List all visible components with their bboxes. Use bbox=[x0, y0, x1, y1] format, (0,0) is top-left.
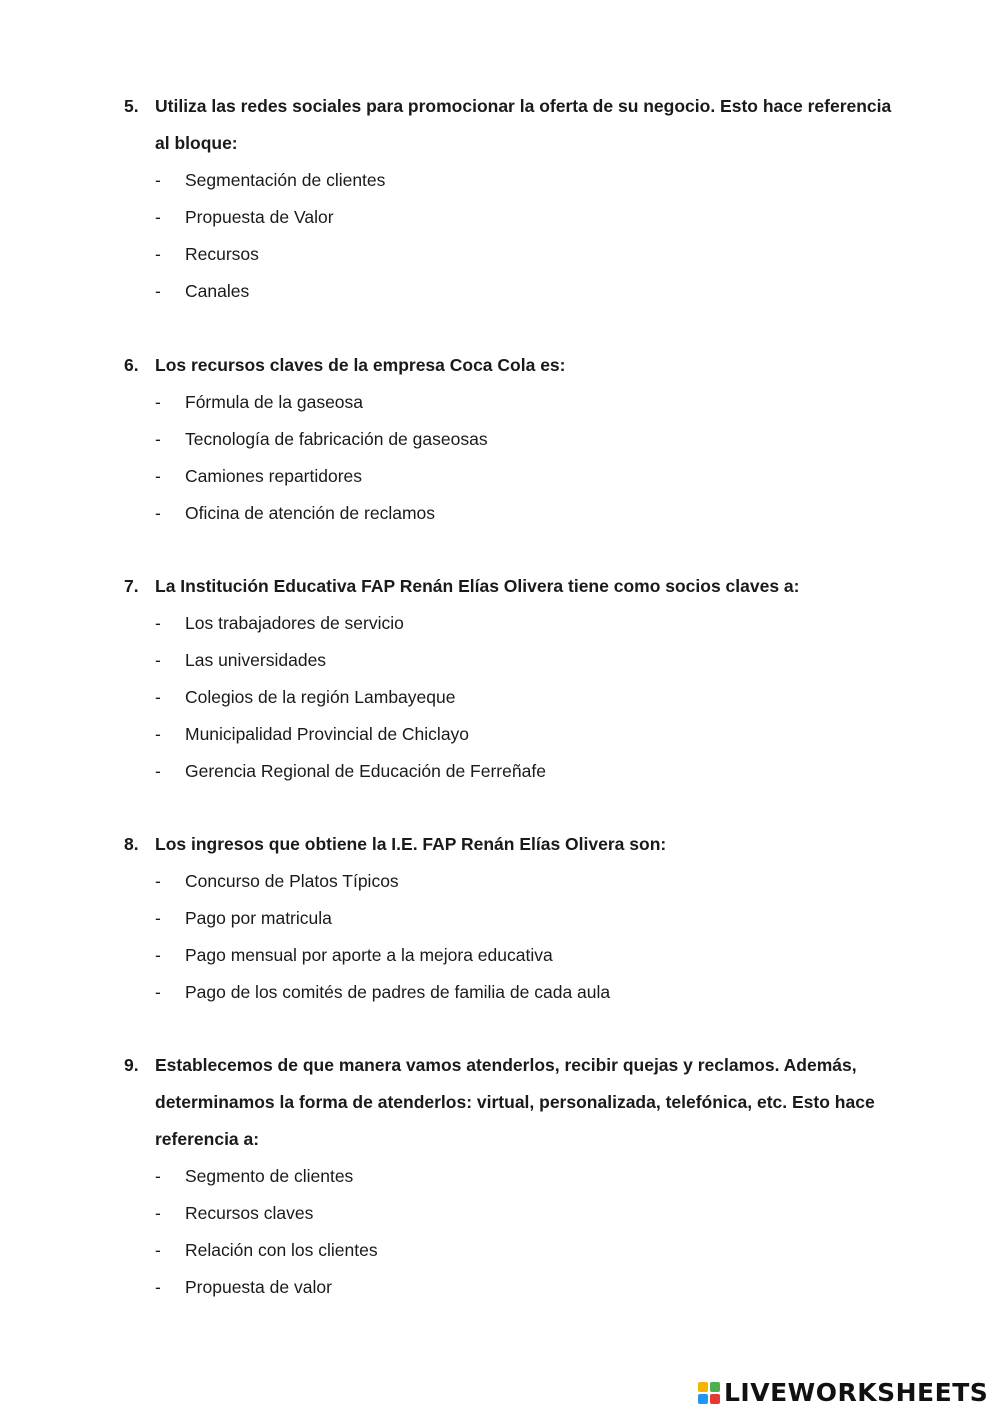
dash-bullet: - bbox=[155, 1240, 161, 1260]
dash-bullet: - bbox=[155, 650, 161, 670]
dash-bullet: - bbox=[155, 982, 161, 1002]
dash-bullet: - bbox=[155, 429, 161, 449]
option-item[interactable] bbox=[155, 162, 904, 199]
logo-tile bbox=[698, 1382, 708, 1392]
option-label: Los trabajadores de servicio bbox=[185, 613, 404, 633]
brand-name: LIVEWORKSHEETS bbox=[724, 1378, 989, 1407]
dash-bullet: - bbox=[155, 503, 161, 523]
option-item[interactable] bbox=[155, 1269, 904, 1306]
option-label: Oficina de atención de reclamos bbox=[185, 503, 435, 523]
option-item[interactable] bbox=[155, 974, 904, 1011]
option-item[interactable] bbox=[155, 236, 904, 273]
liveworksheets-brand[interactable] bbox=[698, 1380, 988, 1406]
dash-bullet: - bbox=[155, 724, 161, 744]
liveworksheets-logo-icon bbox=[698, 1382, 720, 1404]
option-item[interactable] bbox=[155, 384, 904, 421]
option-item[interactable] bbox=[155, 605, 904, 642]
logo-tile bbox=[698, 1394, 708, 1404]
option-item[interactable] bbox=[155, 458, 904, 495]
dash-bullet: - bbox=[155, 466, 161, 486]
question-number: 8. bbox=[124, 834, 139, 854]
option-item[interactable] bbox=[155, 199, 904, 236]
dash-bullet: - bbox=[155, 281, 161, 301]
question-header bbox=[124, 826, 904, 863]
option-label: Camiones repartidores bbox=[185, 466, 363, 486]
dash-bullet: - bbox=[155, 170, 161, 190]
option-label: Gerencia Regional de Educación de Ferreñafe bbox=[185, 761, 546, 781]
option-label: Segmentación de clientes bbox=[185, 170, 386, 190]
option-item[interactable] bbox=[155, 937, 904, 974]
question-number: 5. bbox=[124, 96, 139, 116]
option-item[interactable] bbox=[155, 1195, 904, 1232]
question-6 bbox=[124, 347, 904, 532]
question-text: Establecemos de que manera vamos atenderlos, recibir quejas y reclamos. Además, determinamos la forma de atenderlos: virtual, personalizada, telefónica, etc. Esto hace referencia a: bbox=[155, 1055, 875, 1149]
question-9 bbox=[124, 1047, 904, 1306]
option-item[interactable] bbox=[155, 753, 904, 790]
option-label: Municipalidad Provincial de Chiclayo bbox=[185, 724, 470, 744]
option-item[interactable] bbox=[155, 1158, 904, 1195]
option-label: Recursos bbox=[185, 244, 259, 264]
dash-bullet: - bbox=[155, 207, 161, 227]
dash-bullet: - bbox=[155, 244, 161, 264]
option-item[interactable] bbox=[155, 495, 904, 532]
question-text: Utiliza las redes sociales para promocionar la oferta de su negocio. Esto hace referencia al bloque: bbox=[155, 96, 892, 153]
option-item[interactable] bbox=[155, 716, 904, 753]
logo-tile bbox=[710, 1394, 720, 1404]
dash-bullet: - bbox=[155, 761, 161, 781]
option-label: Pago de los comités de padres de familia de cada aula bbox=[185, 982, 611, 1002]
option-label: Colegios de la región Lambayeque bbox=[185, 687, 456, 707]
option-item[interactable] bbox=[155, 642, 904, 679]
dash-bullet: - bbox=[155, 871, 161, 891]
option-label: Relación con los clientes bbox=[185, 1240, 378, 1260]
option-item[interactable] bbox=[155, 1232, 904, 1269]
dash-bullet: - bbox=[155, 908, 161, 928]
question-text: Los ingresos que obtiene la I.E. FAP Renán Elías Olivera son: bbox=[155, 834, 667, 854]
question-7 bbox=[124, 568, 904, 790]
question-text: La Institución Educativa FAP Renán Elías Olivera tiene como socios claves a: bbox=[155, 576, 800, 596]
question-header bbox=[124, 347, 904, 384]
question-header bbox=[124, 568, 904, 605]
option-label: Tecnología de fabricación de gaseosas bbox=[185, 429, 488, 449]
dash-bullet: - bbox=[155, 1166, 161, 1186]
dash-bullet: - bbox=[155, 392, 161, 412]
question-text: Los recursos claves de la empresa Coca Cola es: bbox=[155, 355, 566, 375]
option-label: Propuesta de valor bbox=[185, 1277, 332, 1297]
question-number: 9. bbox=[124, 1055, 139, 1075]
question-number: 7. bbox=[124, 576, 139, 596]
option-item[interactable] bbox=[155, 421, 904, 458]
option-label: Fórmula de la gaseosa bbox=[185, 392, 364, 412]
option-item[interactable] bbox=[155, 273, 904, 310]
option-label: Pago mensual por aporte a la mejora educativa bbox=[185, 945, 553, 965]
dash-bullet: - bbox=[155, 945, 161, 965]
option-label: Pago por matricula bbox=[185, 908, 332, 928]
option-label: Recursos claves bbox=[185, 1203, 314, 1223]
option-item[interactable] bbox=[155, 863, 904, 900]
option-item[interactable] bbox=[155, 900, 904, 937]
question-header bbox=[124, 1047, 904, 1158]
option-label: Concurso de Platos Típicos bbox=[185, 871, 399, 891]
dash-bullet: - bbox=[155, 1203, 161, 1223]
dash-bullet: - bbox=[155, 687, 161, 707]
logo-tile bbox=[710, 1382, 720, 1392]
question-number: 6. bbox=[124, 355, 139, 375]
option-label: Canales bbox=[185, 281, 250, 301]
option-label: Las universidades bbox=[185, 650, 327, 670]
dash-bullet: - bbox=[155, 613, 161, 633]
question-5 bbox=[124, 88, 904, 310]
option-label: Propuesta de Valor bbox=[185, 207, 334, 227]
option-label: Segmento de clientes bbox=[185, 1166, 354, 1186]
dash-bullet: - bbox=[155, 1277, 161, 1297]
option-item[interactable] bbox=[155, 679, 904, 716]
question-header bbox=[124, 88, 904, 162]
question-8 bbox=[124, 826, 904, 1011]
